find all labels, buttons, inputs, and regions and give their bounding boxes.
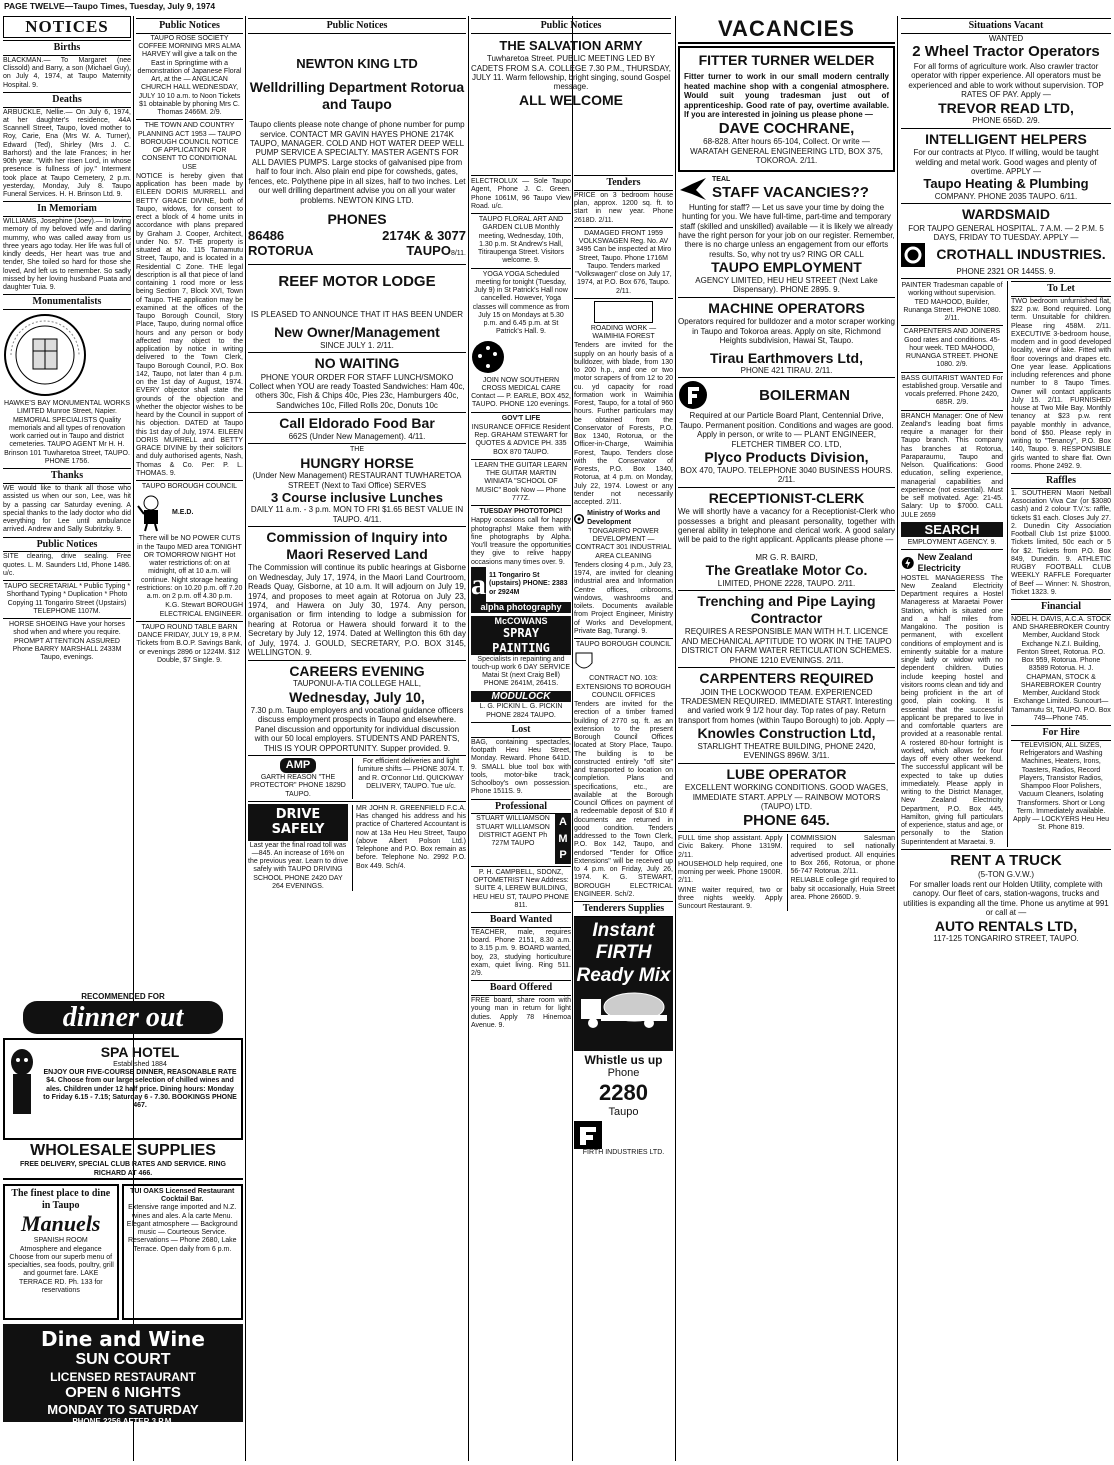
phone-number: 2280	[599, 1079, 648, 1105]
small-vacancies-right	[787, 834, 896, 911]
reef-big: New Owner/Management	[274, 324, 440, 341]
financial-text: NOEL H. DAVIS, A.C.A. STOCK AND SHAREBROKER Country Member, Auckland Stock Exchange N.Z.I. Building, Fenton Street, Rotorua. P.O. Box 959, Rotorua. Phone 83589 Rotorua. H. J. CHAPMAN, STOCK & SHAREBROKER Country Member, Auckland Stock Exchange Limited. Suncourt—Tamamutu St, TAUPO. P.O. Box 749—Phone 745.	[1011, 615, 1111, 722]
situations-left	[901, 281, 1003, 847]
teal-logo	[678, 176, 895, 202]
spa-body: ENJOY OUR FIVE-COURSE DINNER, REASONABLE RATE $4. Choose from our large selection of chilled wines and ales. Children under 12 half price. Dining hours: Monday to Friday 6.15 - 7.15; Saturday 6 - 7.30. BOOKINGS PHONE 467.	[43, 1069, 237, 1110]
phone-645: PHONE 645.	[743, 811, 830, 829]
salvation-body: Tuwharetoa Street. PUBLIC MEETING LED BY CADETS FROM S.A. COLLEGE 7.30 P.M., THURSDAY, JULY 11. Warm fellowship, bright singing, sound Gospel message.	[471, 54, 671, 92]
page-header: PAGE TWELVE—Taupo Times, Tuesday, July 9, 1974	[4, 1, 216, 11]
small-vacancies	[678, 834, 895, 911]
tender-house-plan: PRICE on 3 bedroom house plan, approx. 1200 sq. ft. to start in new year. Phone 2618D. 2/11.	[574, 191, 673, 224]
recommended-label: RECOMMENDED FOR	[81, 992, 165, 1001]
spray-body: Specialists in repainting and touch-up work 6 DAY SERVICE Matai St (next Craig Bell) PHONE 2641M, 2641S.	[471, 655, 571, 688]
knowles-title: Knowles Construction Ltd,	[697, 725, 876, 742]
phones-row2	[248, 243, 466, 258]
column-vacancies	[678, 16, 895, 1461]
raffles-heading: Raffles	[1011, 473, 1111, 489]
sun-line5: MONDAY TO SATURDAY	[47, 1402, 199, 1418]
fletcher-logo-icon	[678, 380, 708, 410]
no-waiting-title: NO WAITING	[314, 355, 400, 372]
memoriam-text: WILLIAMS, Josephine (Joey).— In loving memory of my beloved wife and darling mummy, who was called away from us three years ago today. Her life was full of kindly deeds, Her heart was true and tender, She toiled so hard for those she loved, And left us to remember. So sadly missed by her loving husband Puata and daughter Tuia. 9.	[3, 218, 131, 292]
tui-title: TUI OAKS Licensed Restaurant Cocktail Bar.	[130, 1187, 235, 1204]
roading-heading: ROADING WORK — WAIMIHIA FOREST	[590, 324, 657, 341]
salvation-title: THE SALVATION ARMY	[499, 37, 643, 53]
amp-logo: AMP	[280, 758, 316, 773]
household-help: HOUSEHOLD help required, one morning per week. Phone 1900R. 2/11.	[678, 860, 783, 885]
amp-professional	[471, 814, 571, 864]
med-label: M.E.D.	[172, 509, 194, 517]
crothall-logo-icon	[901, 243, 925, 267]
careers-date: Wednesday, July 10,	[289, 688, 425, 705]
newton-subtitle: Welldrilling Department Rotorua and Taupo	[249, 79, 465, 112]
sun-line2: SUN COURT	[75, 1351, 171, 1369]
column-tenders	[574, 173, 673, 1461]
wardsmaid-title: WARDSMAID	[962, 206, 1050, 223]
council-heading: TAUPO BOROUGH COUNCIL	[575, 641, 672, 649]
photo-heading: TUESDAY PHOTOTOPIC!	[479, 508, 563, 515]
hungry-horse-body: (Under New Management) RESTAURANT TUWHARETOA STREET (Next to Taxi Office) SERVES	[252, 471, 462, 490]
to-let-heading: To Let	[1011, 281, 1111, 297]
auto-rentals-title: AUTO RENTALS LTD,	[934, 917, 1078, 934]
boilerman-row	[678, 380, 895, 410]
wardsmaid-body: FOR TAUPO GENERAL HOSPITAL. 7 A.M. — 2 P.M. 5 DAYS, FRIDAY TO TUESDAY. APPLY —	[908, 223, 1104, 243]
carpenters-body: JOIN THE LOCKWOOD TEAM. EXPERIENCED TRADESMEN REQUIRED. IMMEDIATE START. Interesting and varied work 9 1/2 hour day. Top rates of pay. Return transport from homes (within Taupo Borough) to job. Apply —	[678, 687, 895, 725]
rose-society-text: TAUPO ROSE SOCIETY COFFEE MORNING MRS ALMA HARVEY will give a talk on the East in Springtime with a demonstration of Japanese Floral Art, at the — ANGLICAN CHURCH HALL WEDNESDAY, JULY 10 10 a.m. to Noon Tickets $1 obtainable by phoning Mrs C. Thomas 2466M. 2/9.	[137, 34, 242, 117]
dinner-out-block	[3, 992, 243, 1427]
instant-label: Instant	[592, 919, 655, 941]
hungry-the: THE	[350, 446, 364, 454]
optometrist-text: P. H. CAMPBELL, SDONZ, OPTOMETRIST New Address: SUITE 4, LEREW BUILDING, HEU HEU ST, TAUPO PHONE 811.	[473, 868, 569, 909]
trevor-body: PHONE 656D. 2/9.	[972, 116, 1040, 126]
council-heading: TAUPO BOROUGH COUNCIL	[141, 483, 238, 491]
furniture-ad: For efficient deliveries and light furniture shifts — PHONE 3074. T. and R. O'Connor Ltd. QUICKWAY DELIVERY, TAUPO. Tue u/c.	[352, 758, 466, 799]
modulock-logo: MODULOCK	[471, 691, 571, 703]
column-public-notices	[136, 16, 243, 986]
welcome-title: ALL WELCOME	[519, 91, 623, 108]
intelligent-title: INTELLIGENT HELPERS	[925, 130, 1087, 147]
gear-icon	[574, 512, 584, 526]
column-rule	[245, 16, 246, 1461]
council-crest	[574, 651, 673, 673]
spanish-room: SPANISH ROOM	[33, 1237, 88, 1245]
board-wanted-heading: Board Wanted	[471, 912, 571, 928]
memoriam-heading: In Memoriam	[3, 201, 131, 217]
trenching-body: REQUIRES A RESPONSIBLE MAN WITH H.T. LICENCE AND MECHANICAL APTITUDE TO WORK IN THE TAUPO DISTRICT ON FARM WATER RETICULATION SCHEMES. PHONE 1210 EVENINGS. 2/11.	[681, 627, 892, 665]
column-newton-king	[248, 16, 466, 1461]
hungry-horse-title: HUNGRY HORSE	[300, 454, 414, 471]
floral-text: TAUPO FLORAL ART AND GARDEN CLUB Monthly meeting, Wednesday, 10th, 1.30 p.m. St Andrew's Hall, Titiraupenga Street. Visitors welcome. 9.	[478, 216, 564, 265]
boilerman-body: Required at our Particle Board Plant, Centennial Drive, Taupo. Permanent position. Conditions and wages are good. Apply in person, or write to — PLANT ENGINEER, FLETCHER TIMBER CO. LTD,	[679, 411, 894, 449]
sun-court-ad	[3, 1324, 243, 1427]
nze-logo	[901, 552, 1003, 573]
spa-title: SPA HOTEL	[100, 1044, 180, 1061]
staff-body: Hunting for staff? — Let us save your time by doing the hunting for you. We have full-time, part-time and temporary staff (skilled and unskilled) available — it is likely we already have the right person for your job on our register. Remember, there is no charge unless an engagement from our efforts results. So, why not try us? RING OR CALL	[678, 202, 895, 259]
small-vacancies-left	[678, 834, 783, 911]
teal-bird-icon	[678, 176, 708, 202]
staff-title: STAFF VACANCIES??	[712, 183, 869, 201]
spa-hotel-ad	[3, 1038, 243, 1140]
lunches-title: 3 Course inclusive Lunches	[271, 489, 443, 505]
crest-icon	[574, 651, 594, 673]
restaurant-ads	[3, 1184, 243, 1320]
trevor-title: TREVOR READ LTD,	[938, 99, 1074, 116]
firth-industries: FIRTH INDUSTRIES LTD.	[582, 1148, 665, 1156]
rent-truck-title: RENT A TRUCK	[950, 851, 1062, 869]
lube-title: LUBE OPERATOR	[726, 765, 847, 782]
readymix-label: Ready Mix	[576, 964, 671, 986]
yoga-text: YOGA YOGA Scheduled meeting for tonight (Tuesday, July 9) in St Patrick's Hall now cancelled. However, Yoga classes will commence as from July 15 on Mondays at 5.30 p.m. and 6.45 p.m. at St Patrick's Hall. 9.	[472, 270, 570, 336]
painter-text: PAINTER Tradesman capable of working without supervision. TED MAHOOD, Builder, Runanga Street. PHONE 1080. 2/11.	[901, 282, 1003, 323]
finest-place: The finest place to dine in Taupo	[11, 1187, 111, 1211]
intelligent-body: For our contracts at Plyco. If willing, would be taught welding and metal work. Good wages and plenty of overtime. APPLY —	[913, 148, 1099, 177]
small-ads-row2	[248, 804, 466, 891]
commission-salesman: COMMISSION Salesman required to sell nationally advertised product. All enquiries to Box 266, Rotorua, or phone 56-747 Rotorua. 2/11.	[790, 835, 895, 876]
firth-ind-logo	[574, 1121, 673, 1149]
situations-heading: Situations Vacant	[901, 18, 1111, 34]
knowles-body: STARLIGHT THEATRE BUILDING, PHONE 2420, EVENINGS 896W. 3/11.	[697, 741, 876, 761]
drive-safely-body: Last year the final road toll was —845. An increase of 16% on the previous year. Learn to drive safely with TAUPO DRIVING SCHOOL PHONE 2420 DAY 264 EVENINGS.	[248, 841, 349, 890]
search-body: EMPLOYMENT AGENCY. 9.	[907, 539, 997, 547]
plyco-body: BOX 470, TAUPO. TELEPHONE 3040 BUSINESS HOURS. 2/11.	[680, 465, 893, 485]
alpha-name: alpha photography	[471, 602, 571, 613]
notices-title: NOTICES	[3, 16, 131, 38]
newton-body: Taupo clients please note change of phone number for pump service. CONTACT MR GAVIN HAYES PHONE 2174K TAUPO, MANAGER. COLD AND HOT WATER DEEP WELL PUMP SERVICE A SPECIALTY. MASTER AGENTS FOR ALL DAVIES PUMPS. Large stocks of galvanised pipe from half to four inch. Also plain end pipe for cowsheds, gates, fences, etc. Polythene pipe in all sizes, half to two inches. Let our well drilling department advise you on all your water problems. NEWTON KING LTD.	[248, 120, 466, 205]
electrolux-text: ELECTROLUX — Sole Taupo Agent, Phone J. C. Green. Phone 1061M, 96 Taupo View Road. u/c.	[471, 178, 571, 210]
stuart-williamson: STUART WILLIAMSON STUART WILLIAMSON DISTRICT AGENT Ph 727M TAUPO	[476, 815, 550, 848]
fitter-body: Fitter turner to work in our small modern centrally heated machine shop with a congenial atmosphere. Would suit young tradesman just out of apprenticeship. Good rate of pay, overtime available. If you are interested in joining us please phone —	[684, 72, 889, 120]
crothall-title: CROTHALL INDUSTRIES.	[936, 246, 1106, 263]
tui-body: Extensive range imported and N.Z. wines and ales. A la carte Menu. Elegant atmosphere — Background music — Courteous Service. Reservations — Phone 2680, Lake Terrace. Open daily from 6 p.m.	[126, 1204, 238, 1253]
auto-rentals-address: 117-125 TONGARIRO STREET, TAUPO.	[933, 934, 1079, 944]
vacancies-title: VACANCIES	[678, 16, 895, 44]
deaths-text: ARBUCKLE, Nellie.— On July 6, 1974, at her daughter's residence, 44A Scannell Street, Taupo, loved mother to Roy, Carie, Ena (Mrs W. A. Turner), Edward (Ted), Shirley (Mrs J. C. Barhorst) and the late Frances; in her 90th year. "With her risen Lord, in whose presence is fullness of joy." Interment took place at Taupo Cemetery, 2 p.m. yesterday, Monday, July 8. Taupo Funeral Services. H. H. Brinson Ltd. 9.	[3, 108, 131, 199]
board-wanted-text: TEACHER, male, requires board. Phone 2151, 8.30 a.m. to 3.15 p.m. 9. BOARD wanted, boy, 23, studying horticulture exam, quiet living. Ring 511. 2/9.	[471, 928, 571, 978]
commission-title: Commission of Inquiry into Maori Reserved Land	[266, 529, 448, 562]
power-cuts-text: There will be NO POWER CUTS in the Taupo MED area TONIGHT OR TOMORROW NIGHT Hot water restrictions of: on at midnight, off at 10 a.m. will continue. Night storage heating restrictions: on 10.20 p.m. off 7.20 a.m. on 2 p.m. off 4.30 p.m.	[136, 535, 243, 601]
manuels-ad	[3, 1184, 119, 1320]
heating-title: Taupo Heating & Plumbing	[923, 176, 1089, 192]
taupo-label: Taupo	[608, 1105, 639, 1118]
photo-text: Happy occasions call for happy photographs! Make them with fine photographs by Alpha. You'll treasure the opportunities they give to relive happy occasions many times over. 9.	[471, 517, 571, 566]
sun-line4: OPEN 6 NIGHTS	[65, 1384, 181, 1402]
tirau-body: PHONE 421 TIRAU. 2/11.	[740, 366, 833, 376]
electricity-icon	[901, 555, 915, 571]
seal-icon	[3, 313, 87, 397]
wholesale-title: WHOLESALE SUPPLIES	[30, 1142, 216, 1160]
tractor-body: For all forms of agriculture work. Also crawler tractor operator with ripper experience. All operators must be experienced and able to work without supervision. TOP RATES OF PAY. Apply —	[908, 61, 1104, 100]
public-notices-heading: Public Notices	[136, 18, 243, 34]
horse-shoeing-text: HORSE SHOEING Have your horses shod when and where you require. PROMPT ATTENTION ASSURED Phone BARRY MARSHALL 2433M Taupo, evenings.	[9, 621, 125, 662]
southern-cross-text: JOIN NOW SOUTHERN CROSS MEDICAL CARE Contact — P. EARLE, BOX 452, TAUPO. PHONE 120 evenings.	[471, 376, 571, 409]
amp-body: GARTH REASON "THE PROTECTOR" PHONE 1829D TAUPO.	[250, 774, 346, 798]
secretarial-text: TAUPO SECRETARIAL * Public Typing * Shorthand Typing * Duplication * Photo Copying 11 Tongariro Street (Upstairs) TELEPHONE 1107M.	[3, 583, 131, 615]
alpha-logo: a	[471, 567, 486, 601]
govt-life-text: INSURANCE OFFICE Resident Rep. GRAHAM STEWART for QUOTES & ADVICE PH. 335 BOX 870 TAUPO.	[471, 423, 571, 456]
receptionist-body: We will shortly have a vacancy for a Receptionist-Clerk who possesses a bright and pleasant personality, together with general ability in telephone and clerical work. A good salary will be paid to the right applicant. Applicants please phone —	[678, 507, 895, 545]
wholesale-body: FREE DELIVERY, SPECIAL CLUB RATES AND SERVICE. RING RICHARD AT 466.	[3, 1161, 243, 1180]
rent-truck-body: For smaller loads rent our Holden Utility, complete with canopy. Our fleet of cars, station-wagons, trucks and utilities is expanding all the time. Phone us anytime at 991 or call at —	[903, 879, 1109, 918]
power-signature: K.G. Stewart BOROUGH ELECTRICAL ENGINEER.	[159, 602, 243, 618]
taupo-employment-body: AGENCY LIMITED, HEU HEU STREET (Next Lake Dispensary). PHONE 2895. 9.	[695, 275, 878, 295]
contract-text: Tenders are invited for the erection of a timber framed building of 2770 sq. ft. as an extension to the present Borough Council Offices located at Story Place, Taupo. The building is to be constructed entirely "off site" and transported to location on completion. Plans and specifications, etc., are available at the Borough Council Offices on payment of a redeemable deposit of $10 if documents are returned in good condition. Tenders addressed to the Town Clerk, P.O. Box 142, Taupo, and endorsed "Tender for Office Extensions" will be received up to 4 p.m. on Friday, July 26, 1974. K. G. STEWART, BOROUGH ELECTRICAL ENGINEER. Sch/2.	[574, 701, 673, 898]
greatlake-body: LIMITED, PHONE 2228, TAUPO. 2/11.	[717, 578, 856, 588]
small-ads-row1	[248, 758, 466, 799]
drive-safely-logo: DRIVE SAFELY	[248, 804, 348, 841]
baird-name: MR G. R. BAIRD,	[755, 552, 818, 562]
drive-safely-ad	[248, 804, 348, 891]
firth-label: FIRTH	[595, 942, 652, 964]
alpha-address: 11 Tongariro St (upstairs) PHONE: 2383 or 2924M	[489, 572, 568, 596]
careers-hall: TAUPONUI-A-TIA COLLEGE HALL,	[293, 679, 421, 689]
commission-body: The Commission will continue its public hearings at Gisborne on Wednesday, July 17, 1974, in the Maori Land Courtroom, Reads Quay, Gisborne, at 10 a.m. It will adjourn on July 19, 1974, and proposes to meet again at Rotorua on July 23, 1974, and Hawera on July 30, 1974. Any person, organisation or firm intending to lodge a submission for hearing at Rotorua or Hawera should forward it to the Secretary by July 12, 1974. Dated at Wellington this 6th day of July, 1974. J. GOULD, SECRETARY, P.O. BOX 3145, WELLINGTON. 9.	[248, 563, 466, 658]
taupo-employment-title: TAUPO EMPLOYMENT	[711, 259, 862, 276]
receptionist-title: RECEPTIONIST-CLERK	[708, 489, 865, 506]
fitter-title: FITTER TURNER WELDER	[698, 51, 875, 68]
lunches-body: DAILY 11 a.m. - 3 p.m. MON TO FRI $1.65 BEST VALUE IN TAUPO. 4/11.	[250, 505, 464, 524]
eldorado-body: 662S (Under New Management). 4/11.	[288, 431, 426, 441]
southern-cross-logo	[471, 340, 571, 374]
carpenters-title: CARPENTERS REQUIRED	[699, 670, 874, 687]
stars-icon	[471, 340, 505, 374]
public-notices-heading: Public Notices	[248, 18, 466, 34]
phone-taupo-number: 2174K & 3077	[382, 227, 466, 243]
column-rule	[468, 16, 469, 1461]
crothall-row	[901, 243, 1111, 267]
professional-heading: Professional	[471, 799, 571, 815]
column-rule	[897, 16, 898, 1461]
plyco-title: Plyco Products Division,	[704, 449, 869, 466]
births-heading: Births	[3, 40, 131, 56]
firth-ad	[574, 917, 673, 1051]
careers-body: 7.30 p.m. Taupo employers and vocational guidance officers discuss employment prospects in Taupo and elsewhere. Panel discussion and opportunity for individual discussion with our 50 local employers. STUDENTS AND PARENTS, THIS IS YOUR OPPORTUNITY. Supper provided. 9.	[250, 706, 464, 753]
firth-logo-icon	[574, 1121, 602, 1149]
to-let-text: TWO bedroom unfurnished flat, $22 p.w. Bond required. Long term. Unsuitable for children. Please ring 458M. 2/11. EXECUTIVE 3-bedroom house, modern and in good developed locality, view of lake. Fitted with floor coverings and drapes etc. One year lease. Applications including references and phone number to 8 Taupo Times. Owner will contact applicants July 15. 2/11. FURNISHED house at Two Mile Bay. Monthly tenancy at $23 p.w. rent payable monthly in advance, bond of $50. Please reply in writing to "Tenancy", P.O. Box 140, Taupo. 9. RESPONSIBLE girls wanted to share flat. Own rooms. Phone 2492. 9.	[1011, 297, 1111, 470]
greatlake-title: The Greatlake Motor Co.	[705, 562, 868, 579]
for-hire-heading: For Hire	[1011, 725, 1111, 741]
crothall-body: PHONE 2321 OR 1445S. 9.	[956, 266, 1056, 276]
search-logo: SEARCH	[901, 522, 1003, 537]
rent-truck-gvw: (5-TON G.V.W.)	[977, 869, 1034, 879]
reef-title: REEF MOTOR LODGE	[278, 273, 436, 291]
tender-volkswagen: DAMAGED FRONT 1959 VOLKSWAGEN Reg. No. AV 3495 Can be inspected at Miro Street, Taupo. Phone 1716M Taupo. Tenders marked "Volkswagen" close on July 17, 1974, at P.O. Box 676, Taupo. 2/11.	[575, 229, 672, 295]
for-hire-text: TELEVISION, ALL SIZES, Refrigerators and Washing Machines, Heaters, Irons, Toasters, Radios, Record Players, Transistor Radios, Shampoo Floor Polishers, Vacuum Cleaners, Isolating Transformers. Short or Long Term. Immediately available. Apply — LOCKYERS Heu Heu St. Phone 819.	[1012, 741, 1110, 832]
mow-label: Ministry of Works and Development	[587, 510, 661, 526]
wanted-label: WANTED	[988, 33, 1024, 43]
wine-waiter: WINE waiter required, two or three nights weekly. Apply Suncourt Restaurant. 9.	[678, 886, 783, 911]
sun-line3: LICENSED RESTAURANT	[50, 1370, 196, 1385]
dinner-out-logo: dinner out	[23, 1001, 223, 1034]
deaths-heading: Deaths	[3, 92, 131, 108]
alpha-ad	[471, 567, 571, 602]
monument-seal	[3, 313, 131, 397]
trenching-title: Trenching and Pipe Laying Contractor	[697, 593, 876, 626]
nze-body: HOSTEL MANAGERESS The New Zealand Electricity Department requires a Hostel Manageress at Maraetai Power Station, which is situated one and a half miles from Mangakino. The position is permanent, with excellent conditions of employment and is eminently suitable for a mature single lady or widow with no dependent children. Duties include keeping hostel and visitors rooms clean and tidy and being proficient in the art of good, plain cooking. It is essential that the successful applicant be prepared to live in and comfortable quarters are provided at a reasonable rental. A rostered 80-hour fortnight is worked, which allows for four days off every other weekend. The successful applicant will be expected to take up duties immediately. Please apply in writing to the District Manager, New Zealand Electricity Department, P.O. Box 445, Hamilton, giving full particulars of experience, status and age, or personally to the Station Superintendent at Maraetai. 9.	[901, 574, 1003, 846]
raffles-text: 1. SOUTHERN Maori Netball Association Viva Car (or $3080 cash) and 2 colour T.V.'s: raffle, tickets $1 each. Closes July 27. 2. Dunedin City Association Football Club 1st prize $1000. Tickets limited, 50c each or 5 for $2. Tickets from P.O. Box 849, Dunedin. 9. ATHLETIC RUGBY FOOTBALL CLUB WEEKLY RAFFLE Forequarter of Beef — Winner: N. Shostron, Ticket 1323. 9.	[1011, 489, 1111, 596]
phones-row1	[248, 228, 466, 243]
reef-body: IS PLEASED TO ANNOUNCE THAT IT HAS BEEN UNDER	[250, 309, 464, 319]
column-rule	[675, 16, 676, 1461]
tractor-title: 2 Wheel Tractor Operators	[912, 43, 1100, 61]
financial-heading: Financial	[1011, 599, 1111, 615]
reef-since: SINCE JULY 1. 2/11.	[320, 340, 394, 350]
baby-sitter: RELIABLE college girl required to baby sit occasionally, Huia Street area. Phone 2660D. 9.	[790, 877, 895, 901]
roading-text: Tenders are invited for the supply on an hourly basis of a bulldozer, with blade, from 130 to 200 h.p., and one or two motor scrapers of from 12 to 20 cu. yd capacity for road formation work in Waimihia Forest, Taupo, for a total of 960 hours. Further particulars may be obtained from the Conservator of Forests, P.O. Box 1340, Rotorua, or the Officer-in-Charge, Waimihia Forest, Taupo. Tenders close with the Conservator of Forests, P.O. Box 1340, Rotorua, at 4 p.m. on Monday, July 22, 1974. Lowest or any tender not necessarily accepted. 2/11.	[574, 342, 673, 507]
monumentalists-heading: Monumentalists	[3, 294, 131, 310]
board-offered-text: FREE board, share room with young man in return for light duties. Apply 78 Hinemoa Avenue. 9.	[471, 997, 571, 1029]
careers-title: CAREERS EVENING	[289, 662, 425, 679]
lost-text: BAG, containing spectacles, footpath Heu Heu Street, Monday. Reward. Phone 641D. 9. SMALL blue tool box with tools, motor-bike track, Schoolboy's own possession. Phone 1511S. 9.	[471, 738, 571, 796]
phones-code: 8/11.	[450, 249, 466, 257]
carpenters-joiners-text: CARPENTERS AND JOINERS Good rates and conditions. 45-hour week. TED MAHOOD, RUNANGA STREET. PHONE 1080. 2/9.	[903, 328, 1001, 369]
eldorado-title: Call Eldorado Food Bar	[279, 415, 435, 432]
column-notices	[3, 16, 131, 1016]
govt-life-logo: GOV'T LIFE	[501, 414, 541, 422]
planning-heading: THE TOWN AND COUNTRY PLANNING ACT 1953 — TAUPO BOROUGH COUNCIL NOTICE OF APPLICATION FOR CONSENT TO CONDITIONAL USE	[137, 122, 242, 171]
mow-logo	[574, 510, 673, 527]
nze-label: New Zealand Electricity	[917, 552, 973, 573]
nz-forest-emblem	[594, 301, 653, 323]
thanks-heading: Thanks	[3, 468, 131, 484]
tongariro-text: Tenders closing 4 p.m., July 23, 1974, are invited for cleaning industrial area and Information Centre offices, cribrooms, windows, washrooms and toilets. Documents available from Project Engineer, Ministry of Works and Development, Private Bag, Turangi. 9.	[574, 561, 673, 635]
tui-oaks-ad	[122, 1184, 243, 1320]
phone-rotorua-label: ROTORUA	[248, 242, 314, 258]
carving-icon	[9, 1048, 35, 1118]
sun-line6: PHONE 2256 AFTER 3 P.M.	[72, 1417, 174, 1427]
phone-taupo-label: TAUPO	[406, 242, 451, 258]
public-notices-heading: Public Notices	[471, 18, 671, 34]
fitter-ad	[678, 46, 895, 172]
board-offered-heading: Board Offered	[471, 980, 571, 996]
spa-est: Established 1884	[113, 1060, 167, 1068]
planning-text: NOTICE is hereby given that application has been made by EILEEN DORIS MURRELL and BETTY GRACE DIVINE, both of Taupo, widows, for consent to erect a block of 4 home units in accordance with plans prepared by Graham J. Cooper, Architect, under No. 57. THE property is situated at No. 115 Tamamutu Street, Taupo, and is located in a Residential C Zone. THE legal description is all that piece of land containing 1 rood more or less being Section 7, Block XVI, Town of Taupo. THE application may be examined at the offices of the Taupo Borough Council, Story Place, Taupo, during normal office hours and any person or body affected may object to the application by notice in writing delivered to the Town Clerk, Taupo Borough Council, P.O. Box 142, Taupo, not later than 4 p.m. on the 1st day of August, 1974. EVERY objector shall state the grounds of the objection and whether the objector wishes to be heard by the Council in support of his objection. DATED at Taupo this 1st day of July, 1974. EILEEN DORIS MURRELL and BETTY GRACE DIVINE by their solicitors and duly authorised agents, Nash, Thomas & Co. Per: P. L. THOMAS. 9.	[136, 172, 243, 477]
newton-title: NEWTON KING LTD	[296, 55, 418, 71]
machine-body: Operators required for bulldozer and a motor scraper working in Taupo and Tokoroa areas. Apply on site, Richmond Heights subdivision, Hawai St, Taupo.	[678, 317, 895, 346]
mascot-icon	[136, 494, 166, 532]
shop-assistant: FULL time shop assistant. Apply Civic Bakery. Phone 1319M. 2/11.	[678, 835, 783, 859]
supplies-heading: Tenderers Supplies	[574, 901, 673, 917]
phones-heading: PHONES	[327, 211, 387, 228]
med-logo	[136, 494, 243, 532]
lube-body: EXCELLENT WORKING CONDITIONS. GOOD WAGES, IMMEDIATE START. APPLY — RAINBOW MOTORS (TAUPO) LTD.	[684, 783, 889, 812]
amp-ad	[248, 758, 348, 799]
no-waiting-body: PHONE YOUR ORDER FOR STAFF LUNCH/SMOKO Collect when YOU are ready Toasted Sandwiches: Ham 40c, others 30c, Fish & Chips 40c, Pies 23c, Hamburgers 40c, Sandwiches 10c, Filled Rolls 20c, Donuts 10c	[249, 372, 465, 410]
amp-vertical-logo: A M P	[555, 814, 571, 864]
situations-two-col	[901, 281, 1111, 847]
dave-name: DAVE COCHRANE,	[718, 119, 855, 137]
phone-label: Phone	[607, 1067, 640, 1079]
tongariro-heading: TONGARIRO POWER DEVELOPMENT — CONTRACT 301 INDUSTRIAL AREA CLEANING	[575, 527, 672, 560]
truck-icon	[579, 989, 669, 1029]
lost-heading: Lost	[471, 722, 571, 738]
column-clubs	[471, 173, 571, 1461]
manuels-logo: Manuels	[21, 1211, 101, 1237]
mccowans-label: McCOWANS	[471, 616, 571, 627]
tirau-title: Tirau Earthmovers Ltd,	[709, 349, 863, 366]
manuels-body: Atmosphere and elegance Choose from our superb menu of specialties, sea foods, poultry, grill and gourmet fare. LAKE TERRACE RD. Ph. 133 for reservations	[7, 1245, 114, 1294]
tenders-heading: Tenders	[574, 175, 673, 191]
teal-label: TEAL	[712, 175, 731, 183]
contract-heading: CONTRACT NO. 103: EXTENSIONS TO BOROUGH COUNCIL OFFICES	[576, 675, 671, 699]
column-situations	[901, 16, 1111, 1461]
greenfield-ad: MR JOHN R. GREENFIELD F.C.A. Has changed his address and his practice of Chartered Accountant is now at 13a Heu Heu Street, Taupo (above Albert Polson Ltd.) Telephone and P.O. Box remain as before. Telephone No. 2992 P.O. Box 449. Sch/4.	[352, 805, 466, 891]
machine-title: MACHINE OPERATORS	[708, 299, 865, 316]
thanks-text: WE would like to thank all those who assisted us when our son, Lee, was hit by a passing car Saturday evening. A special thanks to the lady doctor who did everything for Lee until ambulance arrived. Andrew and Sally Subritzky. 9.	[3, 485, 131, 534]
guitar-text: LEARN THE GUITAR LEARN THE GUITAR MARTIN WINIATA "SCHOOL OF MUSIC" Book Now — Phone 777Z.	[474, 461, 568, 502]
whistle-label: Whistle us up	[584, 1052, 663, 1067]
public-notices-heading: Public Notices	[3, 537, 131, 553]
births-text: BLACKMAN.— To Margaret (nee Clissold) and Barry, a son (Michael Guy), on July 4, 1974, at Taupo Maternity Hospital. 9.	[3, 56, 131, 89]
dave-body: 68-828. After hours 65-104, Collect. Or write — WARATAH GENERAL ENGINEERING LTD, BOX 375, TOKOROA. 2/11.	[690, 137, 883, 166]
spray-painting-label: SPRAY PAINTING	[471, 626, 571, 654]
bass-guitarist-text: BASS GUITARIST WANTED For established group. Versatile and vocals preferred. Phone 2420, 685R. 2/9.	[901, 374, 1003, 407]
heating-body: COMPANY. PHONE 2035 TAUPO. 6/11.	[934, 191, 1078, 201]
phone-rotorua-number: 86486	[248, 227, 285, 243]
branch-manager-text: BRANCH Manager: One of New Zealand's leading boat firms require a manager for their Taupo branch. This company has branches at Rotorua, Paraparaumu, Taupo and Nelson. Qualifications: Good education, selling experience, managerial capabilities and experience (not essential). Must be self motivated. Age: 21-45. Salary: Up to $7000. CALL JULE 2659	[901, 412, 1003, 519]
modulock-body: L. G. PICKIN L. G. PICKIN PHONE 2824 TAUPO.	[479, 703, 563, 719]
boilerman-title: BOILERMAN	[759, 386, 850, 404]
barn-dance-text: TAUPO ROUND TABLE BARN DANCE FRIDAY, JULY 19, 8 P.M. Tickets from B.O.P. Savings Bank, or evenings 2896 or 1224M. $12 Double, $7 Single. 9.	[136, 623, 243, 664]
sun-line1: Dine and Wine	[41, 1326, 205, 1351]
site-clearing-text: SITE clearing, drive sealing. Free quotes. L. M. Saunders Ltd, Phone 1486. u/c.	[3, 553, 131, 577]
monumental-text: HAWKE'S BAY MONUMENTAL WORKS LIMITED Munroe Street, Napier. MEMORIAL SPECIALISTS Quality memorials and all types of renovation work carried out in Taupo and district cemeteries. TAUPO AGENT Mr H. H. Brinson 101 Tuwharetoa Street, TAUPO. PHONE 1756.	[3, 400, 131, 465]
situations-right	[1007, 281, 1111, 847]
